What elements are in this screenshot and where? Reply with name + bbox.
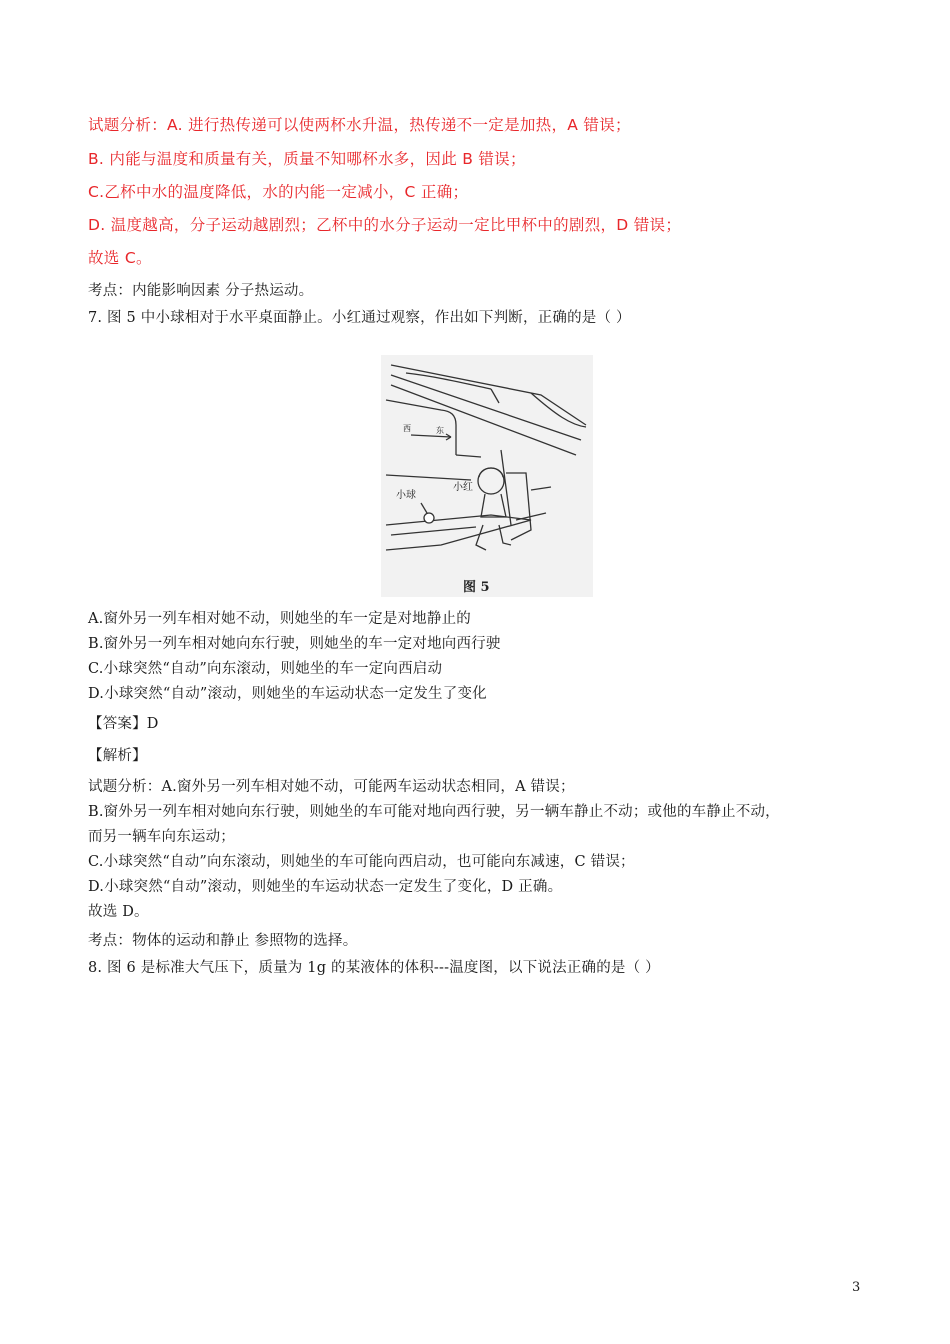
answer: 【答案】D bbox=[88, 716, 159, 732]
kaodian-6: 考点：内能影响因素 分子热运动。 bbox=[88, 283, 314, 299]
option-a: A.窗外另一列车相对她不动，则她坐的车一定是对地静止的 bbox=[88, 611, 471, 627]
figure-caption: 图 5 bbox=[463, 580, 490, 595]
figure-label-girl: 小红 bbox=[453, 482, 473, 493]
analysis-7-line-6: 故选 D。 bbox=[88, 904, 149, 920]
figure-label-ball: 小球 bbox=[396, 490, 416, 501]
figure-label-west: 西 bbox=[403, 424, 411, 433]
analysis-6-line-1: 试题分析：A. 进行热传递可以使两杯水升温，热传递不一定是加热，A 错误； bbox=[88, 116, 631, 134]
jiexi-heading: 【解析】 bbox=[88, 748, 147, 764]
page-number: 3 bbox=[852, 1280, 861, 1295]
analysis-7-line-5: D.小球突然“自动”滚动，则她坐的车运动状态一定发生了变化，D 正确。 bbox=[88, 879, 563, 895]
analysis-7-line-4: C.小球突然“自动”向东滚动，则她坐的车可能向西启动，也可能向东减速，C 错误； bbox=[88, 854, 635, 870]
analysis-7-line-1: 试题分析：A.窗外另一列车相对她不动，可能两车运动状态相同，A 错误； bbox=[88, 779, 575, 795]
option-c: C.小球突然“自动”向东滚动，则她坐的车一定向西启动 bbox=[88, 661, 443, 677]
question-7-stem: 7. 图 5 中小球相对于水平桌面静止。小红通过观察，作出如下判断，正确的是（ ） bbox=[88, 310, 631, 326]
analysis-6-line-3: C.乙杯中水的温度降低，水的内能一定减小，C 正确； bbox=[88, 183, 469, 201]
analysis-7-line-3: 而另一辆车向东运动； bbox=[88, 829, 235, 845]
analysis-6-line-2: B. 内能与温度和质量有关，质量不知哪杯水多，因此 B 错误； bbox=[88, 150, 526, 168]
figure-5 bbox=[381, 355, 593, 597]
analysis-6-line-4: D. 温度越高，分子运动越剧烈；乙杯中的水分子运动一定比甲杯中的剧烈，D 错误； bbox=[88, 216, 682, 234]
kaodian-7: 考点：物体的运动和静止 参照物的选择。 bbox=[88, 933, 358, 949]
option-b: B.窗外另一列车相对她向东行驶，则她坐的车一定对地向西行驶 bbox=[88, 636, 501, 652]
option-d: D.小球突然“自动”滚动，则她坐的车运动状态一定发生了变化 bbox=[88, 686, 487, 702]
analysis-7-line-2: B.窗外另一列车相对她向东行驶，则她坐的车可能对地向西行驶，另一辆车静止不动；或他的车静止不动， bbox=[88, 804, 780, 820]
question-8-stem: 8. 图 6 是标准大气压下，质量为 1g 的某液体的体积---温度图，以下说法正确的是（ ） bbox=[88, 960, 660, 976]
figure-label-east: 东 bbox=[436, 426, 444, 435]
figure-5-drawing bbox=[381, 355, 593, 597]
analysis-6-line-5: 故选 C。 bbox=[88, 249, 152, 267]
